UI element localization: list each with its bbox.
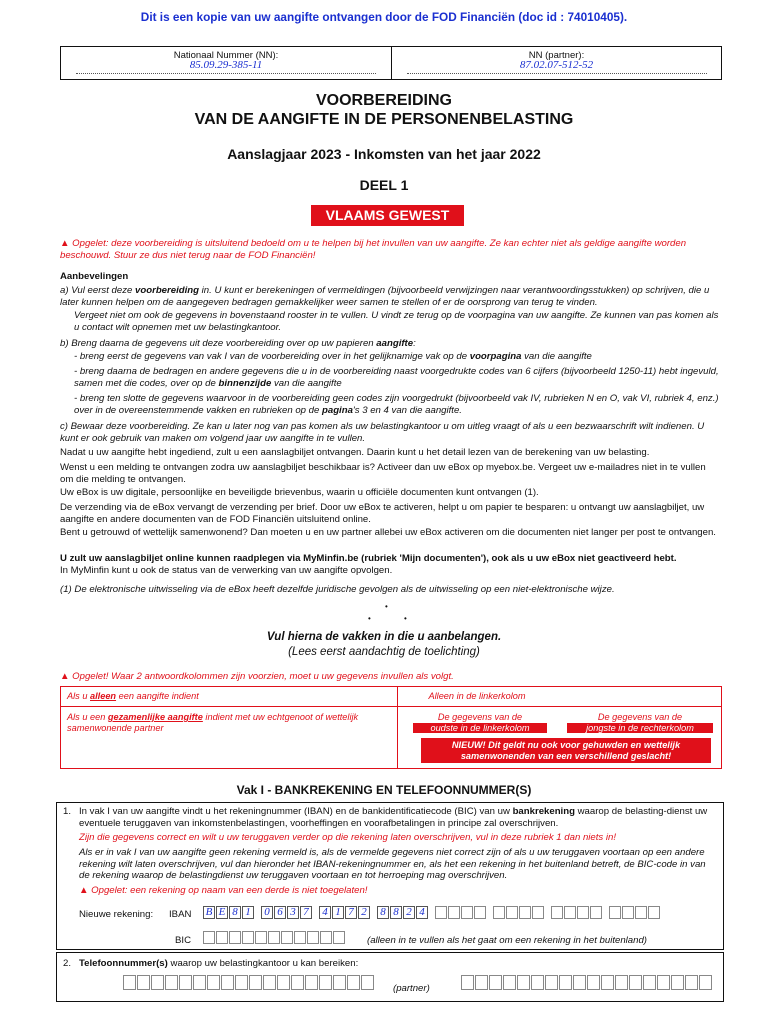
vul-hierna: Vul hierna de vakken in die u aanbelangen. <box>266 631 502 643</box>
rec-b2-prefix: - breng daarna de bedragen en andere gegevens die u in de voorbereiding naast voorgedrukte codes van 6 cijfers (bijvoorbeeld 1250-11) hebt ingevuld, samen met die codes, over op de <box>74 366 719 389</box>
vak1-intro-bold: bankrekening <box>512 806 575 817</box>
digit-box[interactable]: 1 <box>242 906 254 919</box>
digit-box[interactable] <box>165 975 178 990</box>
digit-box[interactable] <box>461 906 473 919</box>
digit-box[interactable] <box>263 975 276 990</box>
gewest-banner <box>311 205 464 226</box>
digit-box[interactable] <box>277 975 290 990</box>
digit-box[interactable] <box>235 975 248 990</box>
digit-box[interactable]: B <box>203 906 215 919</box>
vak2-num: 2. <box>63 958 72 969</box>
digit-box[interactable] <box>545 975 558 990</box>
vak1-title: Vak I - BANKREKENING EN TELEFOONNUMMER(S) <box>236 783 532 797</box>
para-myminfin <box>60 553 720 576</box>
digit-box[interactable] <box>221 975 234 990</box>
digit-box[interactable] <box>601 975 614 990</box>
digit-box[interactable] <box>281 931 293 944</box>
digit-box[interactable] <box>305 975 318 990</box>
nn-value: 85.09.29-385-11 <box>189 59 263 71</box>
digit-box[interactable]: 3 <box>287 906 299 919</box>
nn-field[interactable] <box>76 61 376 74</box>
digit-box[interactable] <box>635 906 647 919</box>
digit-box[interactable] <box>193 975 206 990</box>
para-melding: Wenst u een melding te ontvangen zodra uw aanslagbiljet beschikbaar is? Activeer dan uw eBox op myebox.be. Vergeet uw e-mailadres niet in te vullen om die melding te ontvangen. <box>60 462 706 485</box>
opgelet-kolommen <box>60 671 720 683</box>
iban-group <box>435 906 487 919</box>
rec-b3-rest: 's 3 en 4 van die aangifte. <box>352 404 462 416</box>
digit-box[interactable] <box>320 931 332 944</box>
title-line1: VOORBEREIDING <box>315 92 452 109</box>
digit-box[interactable] <box>216 931 228 944</box>
cell-gezamenlijk-prefix: Als u een <box>67 712 106 722</box>
digit-box[interactable] <box>268 931 280 944</box>
rec-b-bold: aangifte <box>376 338 414 349</box>
table-cell-gezamenlijk <box>67 712 387 733</box>
recommendation-c: c) Bewaar deze voorbereiding. Ze kan u later nog van pas komen als uw belastingkantoor u om uitleg vraagt of als u een bezwaarschrift wilt indienen. U kunt er ook gebruik van maken om volgend jaar uw aangifte in te vullen. <box>60 421 705 444</box>
table-divider <box>61 706 721 707</box>
digit-box[interactable]: 2 <box>358 906 370 919</box>
digit-box[interactable] <box>151 975 164 990</box>
title-line2: VAN DE AANGIFTE IN DE PERSONENBELASTING <box>194 111 574 128</box>
vak2-bold: Telefoonnummer(s) <box>79 958 168 969</box>
iban-group <box>203 906 255 919</box>
vak1-red-line: Zijn die gegevens correct en wilt u uw teruggaven verder op die rekening laten overschrijven, vul in deze rubriek 1 dan niets in! <box>79 832 617 843</box>
rec-b2-rest: van die aangifte <box>273 377 342 389</box>
digit-box[interactable] <box>249 975 262 990</box>
prep-warning <box>60 238 720 261</box>
digit-box[interactable] <box>622 906 634 919</box>
digit-box[interactable] <box>493 906 505 919</box>
digit-box[interactable] <box>291 975 304 990</box>
digit-box[interactable] <box>643 975 656 990</box>
nn-label: Nationaal Nummer (NN): <box>173 50 279 61</box>
digit-box[interactable] <box>461 975 474 990</box>
table-cell-linkerkolom: Alleen in de linkerkolom <box>428 691 526 701</box>
vak2-section <box>56 952 724 1002</box>
digit-box[interactable] <box>489 975 502 990</box>
digit-box[interactable] <box>137 975 150 990</box>
cell-jongste-l2: jongste in de rechterkolom <box>567 723 713 734</box>
warning-icon: ▲ <box>79 885 89 896</box>
digit-box[interactable] <box>551 906 563 919</box>
table-cell-jongste <box>567 712 713 733</box>
nn-partner-field[interactable] <box>407 61 707 74</box>
vak2-rest: waarop uw belastingkantoor u kan bereiken: <box>170 958 359 969</box>
digit-box[interactable] <box>448 906 460 919</box>
nn-partner-value: 87.02.07-512-52 <box>519 59 594 71</box>
digit-box[interactable] <box>531 975 544 990</box>
cell-alleen-rest: een aangifte indient <box>118 691 199 701</box>
recommendations-heading: Aanbevelingen <box>60 271 129 282</box>
digit-box[interactable] <box>229 931 241 944</box>
digit-box[interactable]: E <box>216 906 228 919</box>
digit-box[interactable]: 8 <box>390 906 402 919</box>
bic-field[interactable] <box>203 931 346 944</box>
digit-box[interactable] <box>609 906 621 919</box>
cell-alleen-bold: alleen <box>90 691 117 701</box>
vak1-intro-rest: waarop de belasting-dienst uw eventuele teruggaven van inkomstenbelastingen, voorheffingen en voorafbetalingen in principe zal overschrijven. <box>79 806 708 829</box>
iban-group <box>493 906 545 919</box>
nn-partner <box>392 47 721 79</box>
subtitle: Aanslagjaar 2023 - Inkomsten van het jaar 2022 <box>227 146 541 162</box>
digit-box[interactable]: 8 <box>377 906 389 919</box>
rec-a-rest: in. U kunt er berekeningen of vermeldingen (bijvoorbeeld verwijzingen naar verantwoordingsstukken) op schrijven, die u later kunnen helpen om de aangegeven bedragen gemakkelijker weer samen te stellen of er de oorsprong van terug te vinden. <box>60 285 710 308</box>
digit-box[interactable]: 0 <box>261 906 273 919</box>
para-aanslagbiljet: Nadat u uw aangifte hebt ingediend, zult u een aanslagbiljet ontvangen. Daarin kunt u het detail lezen van de berekening van uw belasting. <box>60 447 650 458</box>
bic-note: (alleen in te vullen als het gaat om een rekening in het buitenland) <box>367 935 648 946</box>
digit-box[interactable]: 6 <box>274 906 286 919</box>
separator-dot: • <box>368 614 371 623</box>
digit-box[interactable] <box>319 975 332 990</box>
national-number-box <box>60 46 722 80</box>
digit-box[interactable] <box>242 931 254 944</box>
rec-a-bold: voorbereiding <box>135 285 199 296</box>
rec-b3-bold: pagina <box>322 404 353 416</box>
digit-box[interactable] <box>347 975 360 990</box>
columns-table <box>60 686 722 769</box>
digit-box[interactable] <box>577 906 589 919</box>
recommendation-a2: Vergeet niet om ook de gegevens in bovenstaand rooster in te vullen. U vindt ze terug op de voorpagina van uw aangifte. Ze kunnen van pas komen als u contact wilt opnemen met uw belastingkantoor. <box>74 310 719 333</box>
cell-gezamenlijk-rest: indient met uw echtgenoot of wettelijk samenwonende partner <box>67 712 359 733</box>
iban-group <box>377 906 429 919</box>
para-verzending: De verzending via de eBox vervangt de verzending per brief. Door uw eBox te activeren, helpt u om papier te besparen: u ontvangt uw aanslagbiljet, uw aangifte en andere documenten van de FOD Financiën uitsluitend online. <box>60 502 705 525</box>
iban-label: IBAN <box>169 909 192 920</box>
warning-text: Opgelet: deze voorbereiding is uitsluitend bedoeld om u te helpen bij het invullen van uw aangifte. Ze kan echter niet als geldige aangifte worden beschouwd. Stuur ze dus niet terug naar de FOD Financiën! <box>60 238 687 261</box>
lees-eerst: (Lees eerst aandachtig de toelichting) <box>288 646 480 658</box>
digit-box[interactable] <box>203 931 215 944</box>
digit-box[interactable] <box>179 975 192 990</box>
phone-partner-label: (partner) <box>393 983 430 994</box>
rec-b-prefix: b) Breng daarna de gegevens uit deze voorbereiding over op uw papieren <box>60 338 374 349</box>
vak1-warn <box>79 885 715 897</box>
vak1-intro <box>79 806 715 829</box>
rec-b2-bold: binnenzijde <box>218 377 272 389</box>
phone-field[interactable] <box>123 975 375 990</box>
footnote: (1) De elektronische uitwisseling via de eBox heeft dezelfde juridische gevolgen als de uitwisseling op een niet-elektronische wijze. <box>60 584 615 595</box>
digit-box[interactable] <box>435 906 447 919</box>
bic-label: BIC <box>175 935 191 946</box>
digit-box[interactable] <box>519 906 531 919</box>
digit-box[interactable] <box>333 975 346 990</box>
digit-box[interactable] <box>671 975 684 990</box>
digit-box[interactable] <box>361 975 374 990</box>
recommendation-b: b) Breng daarna de gegevens uit deze voorbereiding over op uw papieren aangifte: <box>60 338 416 349</box>
vak1-para: Als er in vak I van uw aangifte geen rekening vermeld is, als de vermelde gegevens niet correct zijn of als u uw teruggaven voortaan op een andere rekening wilt laten overschrijven, vul dan hieronder het IBAN-rekeningnummer en, als het een rekening in het buitenland betreft, de BIC-code in van de rekening waarop de belastingdienst uw teruggaven voortaan en tot herroeping mag overschrijven. <box>79 847 706 882</box>
digit-box[interactable] <box>573 975 586 990</box>
vak2-intro <box>79 958 358 970</box>
table-cell-oudste <box>413 712 547 733</box>
gewest-label: VLAAMS GEWEST <box>311 205 464 226</box>
copy-notice: Dit is een kopie van uw aangifte ontvangen door de FOD Financiën (doc id : 74010405). <box>140 10 628 24</box>
cell-jongste-l1: De gegevens van de <box>597 712 683 722</box>
digit-box[interactable] <box>123 975 136 990</box>
recommendation-b3 <box>74 393 720 416</box>
table-cell-alleen <box>67 691 199 702</box>
phone-partner-field[interactable] <box>461 975 713 990</box>
para-ebox: Uw eBox is uw digitale, persoonlijke en beveiligde brievenbus, waarin u officiële documenten kunt ontvangen (1). <box>60 487 539 498</box>
separator-dot: • <box>404 614 407 623</box>
recommendation-b2 <box>74 366 720 389</box>
cell-alleen-prefix: Als u <box>67 691 88 701</box>
digit-box[interactable] <box>648 906 660 919</box>
digit-box[interactable] <box>587 975 600 990</box>
digit-box[interactable] <box>699 975 712 990</box>
cell-oudste-l2: oudste in de linkerkolom <box>413 723 547 734</box>
iban-field[interactable] <box>203 906 667 919</box>
para-myminfin-bold: U zult uw aanslagbiljet online kunnen raadplegen via MyMinfin.be (rubriek 'Mijn documenten'), ook als u uw eBox niet geactiveerd hebt. <box>60 553 677 564</box>
para-myminfin-rest: In MyMinfin kunt u ook de status van de verwerking van uw aangifte opvolgen. <box>60 564 393 576</box>
rec-b1-prefix: - breng eerst de gegevens van vak I van de voorbereiding over in het gelijknamige vak op de <box>74 351 468 362</box>
separator-dot: • <box>385 602 388 611</box>
digit-box[interactable] <box>559 975 572 990</box>
opgelet-kolommen-text: Opgelet! Waar 2 antwoordkolommen zijn voorzien, moet u uw gegevens invullen als volgt. <box>72 671 454 682</box>
rec-b1-bold: voorpagina <box>469 351 522 362</box>
iban-group <box>261 906 313 919</box>
nieuw-banner: NIEUW! Dit geldt nu ook voor gehuwden en wettelijk samenwonenden van een verschillend geslacht! <box>421 738 711 763</box>
digit-box[interactable] <box>506 906 518 919</box>
cell-gezamenlijk-bold: gezamenlijke aangifte <box>107 712 203 722</box>
iban-group <box>319 906 371 919</box>
rec-b1-rest: van die aangifte <box>524 351 592 362</box>
recommendation-b1 <box>74 351 720 363</box>
digit-box[interactable]: 4 <box>319 906 331 919</box>
digit-box[interactable] <box>503 975 516 990</box>
digit-box[interactable] <box>255 931 267 944</box>
digit-box[interactable]: 8 <box>229 906 241 919</box>
digit-box[interactable] <box>615 975 628 990</box>
digit-box[interactable] <box>307 931 319 944</box>
vak1-intro-prefix: In vak I van uw aangifte vindt u het rekeningnummer (IBAN) en de bankidentificatiecode (BIC) van uw <box>79 806 510 817</box>
rec-b3-prefix: - breng ten slotte de gegevens waarvoor in de voorbereiding geen codes zijn voorgedrukt (bijvoorbeeld vak IV, rubrieken N en O, vak VI, rubriek 4, enz.) over in de overeenstemmende vakken en rubrieken op de <box>74 393 719 416</box>
warning-icon: ▲ <box>60 238 70 249</box>
digit-box[interactable] <box>685 975 698 990</box>
vak1-section <box>56 802 724 950</box>
cell-oudste-l1: De gegevens van de <box>437 712 523 722</box>
digit-box[interactable] <box>333 931 345 944</box>
nieuwe-rekening-label: Nieuwe rekening: <box>79 909 154 920</box>
digit-box[interactable]: 2 <box>403 906 415 919</box>
digit-box[interactable] <box>532 906 544 919</box>
digit-box[interactable]: 1 <box>332 906 344 919</box>
para-getrouwd: Bent u getrouwd of wettelijk samenwonend? Dan moeten u en uw partner allebei uw eBox activeren om die documenten niet langer per post te ontvangen. <box>60 527 716 538</box>
digit-box[interactable] <box>474 906 486 919</box>
digit-box[interactable]: 7 <box>300 906 312 919</box>
iban-group <box>551 906 603 919</box>
digit-box[interactable] <box>629 975 642 990</box>
digit-box[interactable]: 7 <box>345 906 357 919</box>
digit-box[interactable] <box>207 975 220 990</box>
digit-box[interactable]: 4 <box>416 906 428 919</box>
digit-box[interactable] <box>475 975 488 990</box>
nn-own <box>61 47 391 79</box>
digit-box[interactable] <box>564 906 576 919</box>
vak1-warn-text: Opgelet: een rekening op naam van een derde is niet toegelaten! <box>91 885 368 896</box>
recommendation-a <box>60 285 720 308</box>
iban-group <box>609 906 661 919</box>
digit-box[interactable] <box>657 975 670 990</box>
nn-partner-label: NN (partner): <box>528 50 585 61</box>
warning-icon: ▲ <box>60 671 70 682</box>
digit-box[interactable] <box>294 931 306 944</box>
digit-box[interactable] <box>590 906 602 919</box>
rec-a-prefix: a) Vul eerst deze <box>60 285 133 296</box>
digit-box[interactable] <box>517 975 530 990</box>
deel-label: DEEL 1 <box>359 177 409 193</box>
vak1-num: 1. <box>63 806 72 817</box>
